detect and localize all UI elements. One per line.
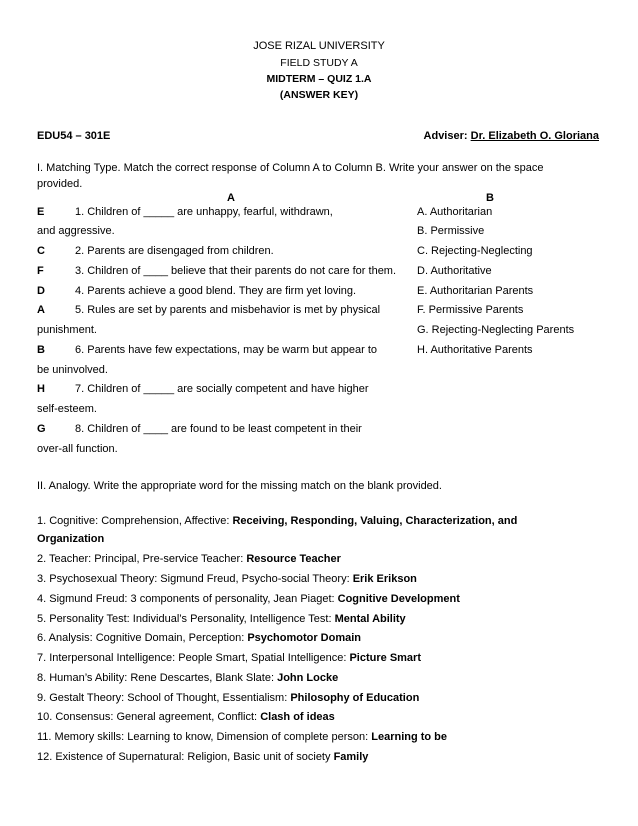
analogy-question: 12. Existence of Supernatural: Religion, Basic unit of society bbox=[37, 751, 334, 763]
answer-letter: B bbox=[37, 344, 45, 356]
analogy-answer: Philosophy of Education bbox=[290, 692, 420, 704]
analogy-question: 7. Interpersonal Intelligence: People Smart, Spatial Intelligence: bbox=[37, 652, 350, 664]
matching-text: self-esteem. bbox=[37, 403, 97, 415]
analogy-answer: John Locke bbox=[277, 672, 339, 684]
analogy-answer: Cognitive Development bbox=[337, 593, 460, 605]
matching-row bbox=[37, 403, 437, 415]
matching-row bbox=[37, 324, 437, 336]
answer-letter: F bbox=[37, 265, 44, 277]
analogy-item bbox=[37, 613, 406, 625]
option-item: E. Authoritarian Parents bbox=[417, 285, 534, 297]
analogy-item bbox=[37, 553, 341, 565]
analogy-question: 1. Cognitive: Comprehension, Affective: bbox=[37, 515, 233, 527]
matching-row bbox=[37, 285, 437, 297]
analogy-question: 8. Human’s Ability: Rene Descartes, Blank Slate: bbox=[37, 672, 278, 684]
matching-text: 5. Rules are set by parents and misbehavior is met by physical bbox=[75, 304, 381, 316]
matching-row bbox=[37, 304, 437, 316]
matching-text: and aggressive. bbox=[37, 225, 115, 237]
matching-text: punishment. bbox=[37, 324, 97, 336]
answer-key-label: (ANSWER KEY) bbox=[279, 89, 359, 101]
option-item: H. Authoritative Parents bbox=[417, 344, 533, 356]
matching-text: 4. Parents achieve a good blend. They are firm yet loving. bbox=[75, 285, 357, 297]
analogy-question: 2. Teacher: Principal, Pre-service Teacher: bbox=[37, 553, 247, 565]
part2-instruction: II. Analogy. Write the appropriate word for the missing match on the blank provided. bbox=[37, 480, 442, 492]
analogy-question: 4. Sigmund Freud: 3 components of personality, Jean Piaget: bbox=[37, 593, 338, 605]
analogy-question: 10. Consensus: General agreement, Conflict: bbox=[37, 711, 261, 723]
adviser bbox=[424, 130, 599, 142]
analogy-question: 3. Psychosexual Theory: Sigmund Freud, Psycho-social Theory: bbox=[37, 573, 353, 585]
option-item: G. Rejecting-Neglecting Parents bbox=[417, 324, 575, 336]
matching-row bbox=[37, 225, 437, 237]
matching-text: be uninvolved. bbox=[37, 364, 108, 376]
answer-letter: D bbox=[37, 285, 45, 297]
matching-text: 7. Children of _____ are socially competent and have higher bbox=[75, 383, 369, 395]
answer-letter: A bbox=[37, 304, 45, 316]
matching-row bbox=[37, 344, 437, 356]
course-code: EDU54 – 301E bbox=[37, 130, 111, 142]
matching-text: over-all function. bbox=[37, 443, 118, 455]
matching-row bbox=[37, 383, 437, 395]
matching-text: 3. Children of ____ believe that their parents do not care for them. bbox=[75, 265, 397, 277]
answer-letter: E bbox=[37, 206, 45, 218]
matching-row bbox=[37, 265, 437, 277]
analogy-item bbox=[37, 711, 335, 723]
matching-text: 1. Children of _____ are unhappy, fearful, withdrawn, bbox=[75, 206, 333, 218]
university-name: JOSE RIZAL UNIVERSITY bbox=[253, 40, 385, 52]
matching-row bbox=[37, 443, 437, 455]
adviser-label: Adviser: bbox=[423, 130, 468, 142]
analogy-answer: Learning to be bbox=[371, 731, 448, 743]
analogy-question: 6. Analysis: Cognitive Domain, Perception: bbox=[37, 632, 248, 644]
column-a-heading: A bbox=[227, 192, 235, 204]
analogy-answer: Picture Smart bbox=[349, 652, 421, 664]
analogy-item bbox=[37, 652, 421, 664]
analogy-answer: Erik Erikson bbox=[352, 573, 417, 585]
analogy-item bbox=[37, 632, 361, 644]
part1-instruction-cont: provided. bbox=[37, 178, 83, 190]
analogy-answer: Clash of ideas bbox=[260, 711, 335, 723]
analogy-answer: Organization bbox=[37, 533, 105, 545]
answer-letter: C bbox=[37, 245, 45, 257]
analogy-item bbox=[37, 692, 419, 704]
analogy-item bbox=[37, 515, 517, 527]
analogy-question: 11. Memory skills: Learning to know, Dimension of complete person: bbox=[37, 731, 372, 743]
answer-letter: H bbox=[37, 383, 45, 395]
option-item: F. Permissive Parents bbox=[417, 304, 524, 316]
option-item: C. Rejecting-Neglecting bbox=[417, 245, 533, 257]
analogy-question: 5. Personality Test: Individual’s Personality, Intelligence Test: bbox=[37, 613, 335, 625]
analogy-question: 9. Gestalt Theory: School of Thought, Essentialism: bbox=[37, 692, 291, 704]
course-title: FIELD STUDY A bbox=[280, 57, 358, 69]
analogy-answer: Resource Teacher bbox=[246, 553, 341, 565]
part1-instruction: I. Matching Type. Match the correct response of Column A to Column B. Write your answer on the space bbox=[37, 162, 544, 174]
exam-title: MIDTERM – QUIZ 1.A bbox=[266, 73, 372, 85]
analogy-item bbox=[37, 672, 338, 684]
matching-text: 2. Parents are disengaged from children. bbox=[75, 245, 274, 257]
analogy-item bbox=[37, 731, 447, 743]
analogy-item bbox=[37, 533, 104, 545]
option-item: D. Authoritative bbox=[417, 265, 492, 277]
analogy-item bbox=[37, 573, 417, 585]
analogy-answer: Psychomotor Domain bbox=[247, 632, 362, 644]
answer-letter: G bbox=[37, 423, 46, 435]
adviser-name: Dr. Elizabeth O. Gloriana bbox=[470, 130, 599, 142]
matching-row bbox=[37, 245, 437, 257]
matching-text: 8. Children of ____ are found to be least competent in their bbox=[75, 423, 362, 435]
matching-text: 6. Parents have few expectations, may be warm but appear to bbox=[75, 344, 378, 356]
analogy-answer: Receiving, Responding, Valuing, Characterization, and bbox=[232, 515, 518, 527]
option-item: A. Authoritarian bbox=[417, 206, 493, 218]
analogy-answer: Family bbox=[333, 751, 369, 763]
matching-row bbox=[37, 364, 437, 376]
analogy-item bbox=[37, 593, 460, 605]
column-b-heading: B bbox=[486, 192, 494, 204]
option-item: B. Permissive bbox=[417, 225, 485, 237]
matching-row bbox=[37, 206, 437, 218]
analogy-answer: Mental Ability bbox=[334, 613, 406, 625]
analogy-item bbox=[37, 751, 368, 763]
matching-row bbox=[37, 423, 437, 435]
